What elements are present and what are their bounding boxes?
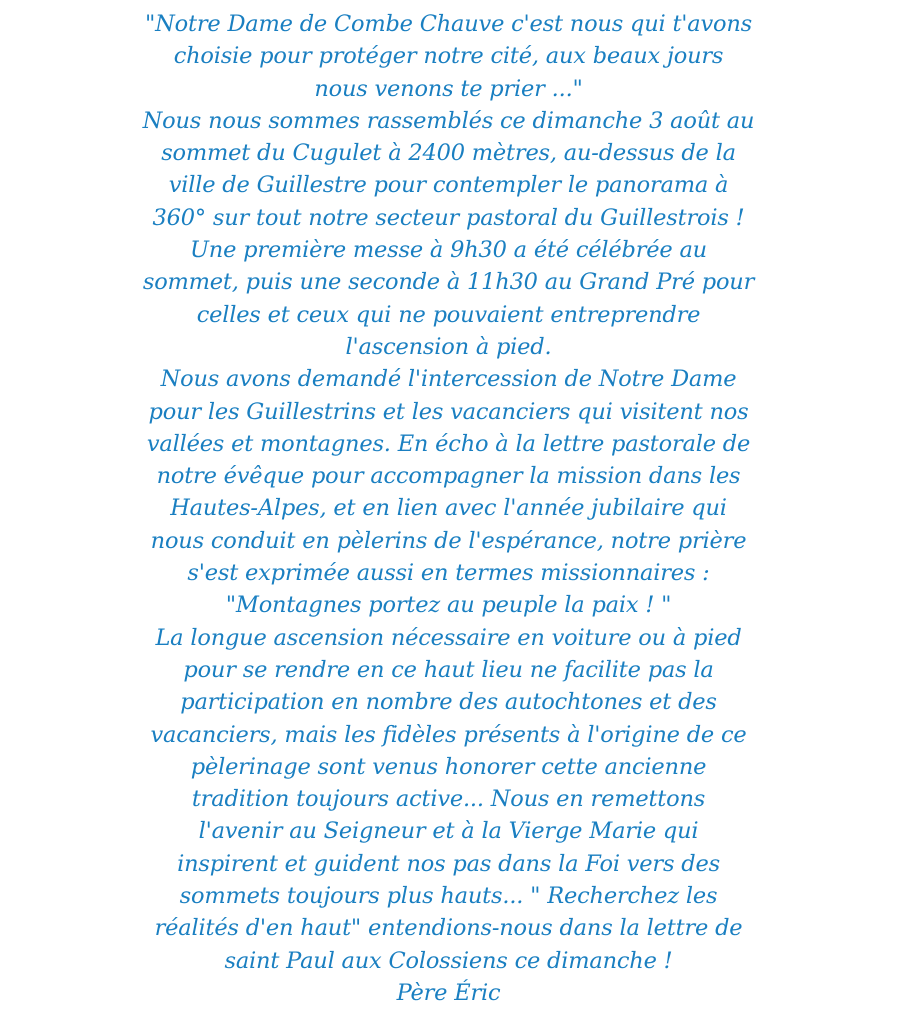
letter-text (30, 8, 867, 1009)
text-line: choisie pour protéger notre cité, aux beaux jours (173, 43, 724, 70)
text-line: Hautes-Alpes, et en lien avec l'année jubilaire qui (170, 495, 727, 522)
text-line: nous venons te prier ..." (314, 75, 583, 102)
text-line: La longue ascension nécessaire en voiture ou à pied (155, 624, 742, 651)
text-line: pour se rendre en ce haut lieu ne facilite pas la (183, 656, 714, 683)
text-line: 360° sur tout notre secteur pastoral du Guillestrois ! (152, 204, 745, 231)
text-line: sommet du Cugulet à 2400 mètres, au-dessus de la (161, 140, 736, 167)
text-line: vacanciers, mais les fidèles présents à l'origine de ce (150, 721, 747, 748)
text-line: pèlerinage sont venus honorer cette ancienne (190, 753, 707, 780)
signature: Père Éric (396, 979, 501, 1006)
text-line: réalités d'en haut" entendions-nous dans la lettre de (154, 915, 743, 942)
text-line: nous conduit en pèlerins de l'espérance, notre prière (150, 527, 747, 554)
text-line: "Montagnes portez au peuple la paix ! " (225, 592, 672, 619)
text-line: Une première messe à 9h30 a été célébrée au (190, 237, 707, 264)
text-line: Nous avons demandé l'intercession de Notre Dame (160, 366, 737, 393)
text-line: l'avenir au Seigneur et à la Vierge Marie qui (198, 818, 699, 845)
text-line: notre évêque pour accompagner la mission dans les (156, 463, 741, 490)
text-line: saint Paul aux Colossiens ce dimanche ! (224, 947, 673, 974)
text-line: inspirent et guident nos pas dans la Foi vers des (177, 850, 720, 877)
text-line: s'est exprimée aussi en termes missionnaires : (187, 560, 710, 587)
text-line: pour les Guillestrins et les vacanciers qui visitent nos (148, 398, 749, 425)
text-line: participation en nombre des autochtones et des (180, 689, 717, 716)
text-line: sommet, puis une seconde à 11h30 au Grand Pré pour (142, 269, 755, 296)
text-line: celles et ceux qui ne pouvaient entreprendre (196, 301, 701, 328)
text-line: Nous nous sommes rassemblés ce dimanche 3 août au (142, 107, 755, 134)
text-line: "Notre Dame de Combe Chauve c'est nous qui t'avons (145, 11, 752, 37)
text-line: sommets toujours plus hauts... " Recherchez les (179, 883, 718, 910)
text-line: tradition toujours active... Nous en remettons (191, 786, 706, 813)
text-line: ville de Guillestre pour contempler le panorama à (168, 172, 729, 199)
text-line: vallées et montagnes. En écho à la lettre pastorale de (146, 430, 751, 457)
text-line: l'ascension à pied. (345, 333, 552, 360)
